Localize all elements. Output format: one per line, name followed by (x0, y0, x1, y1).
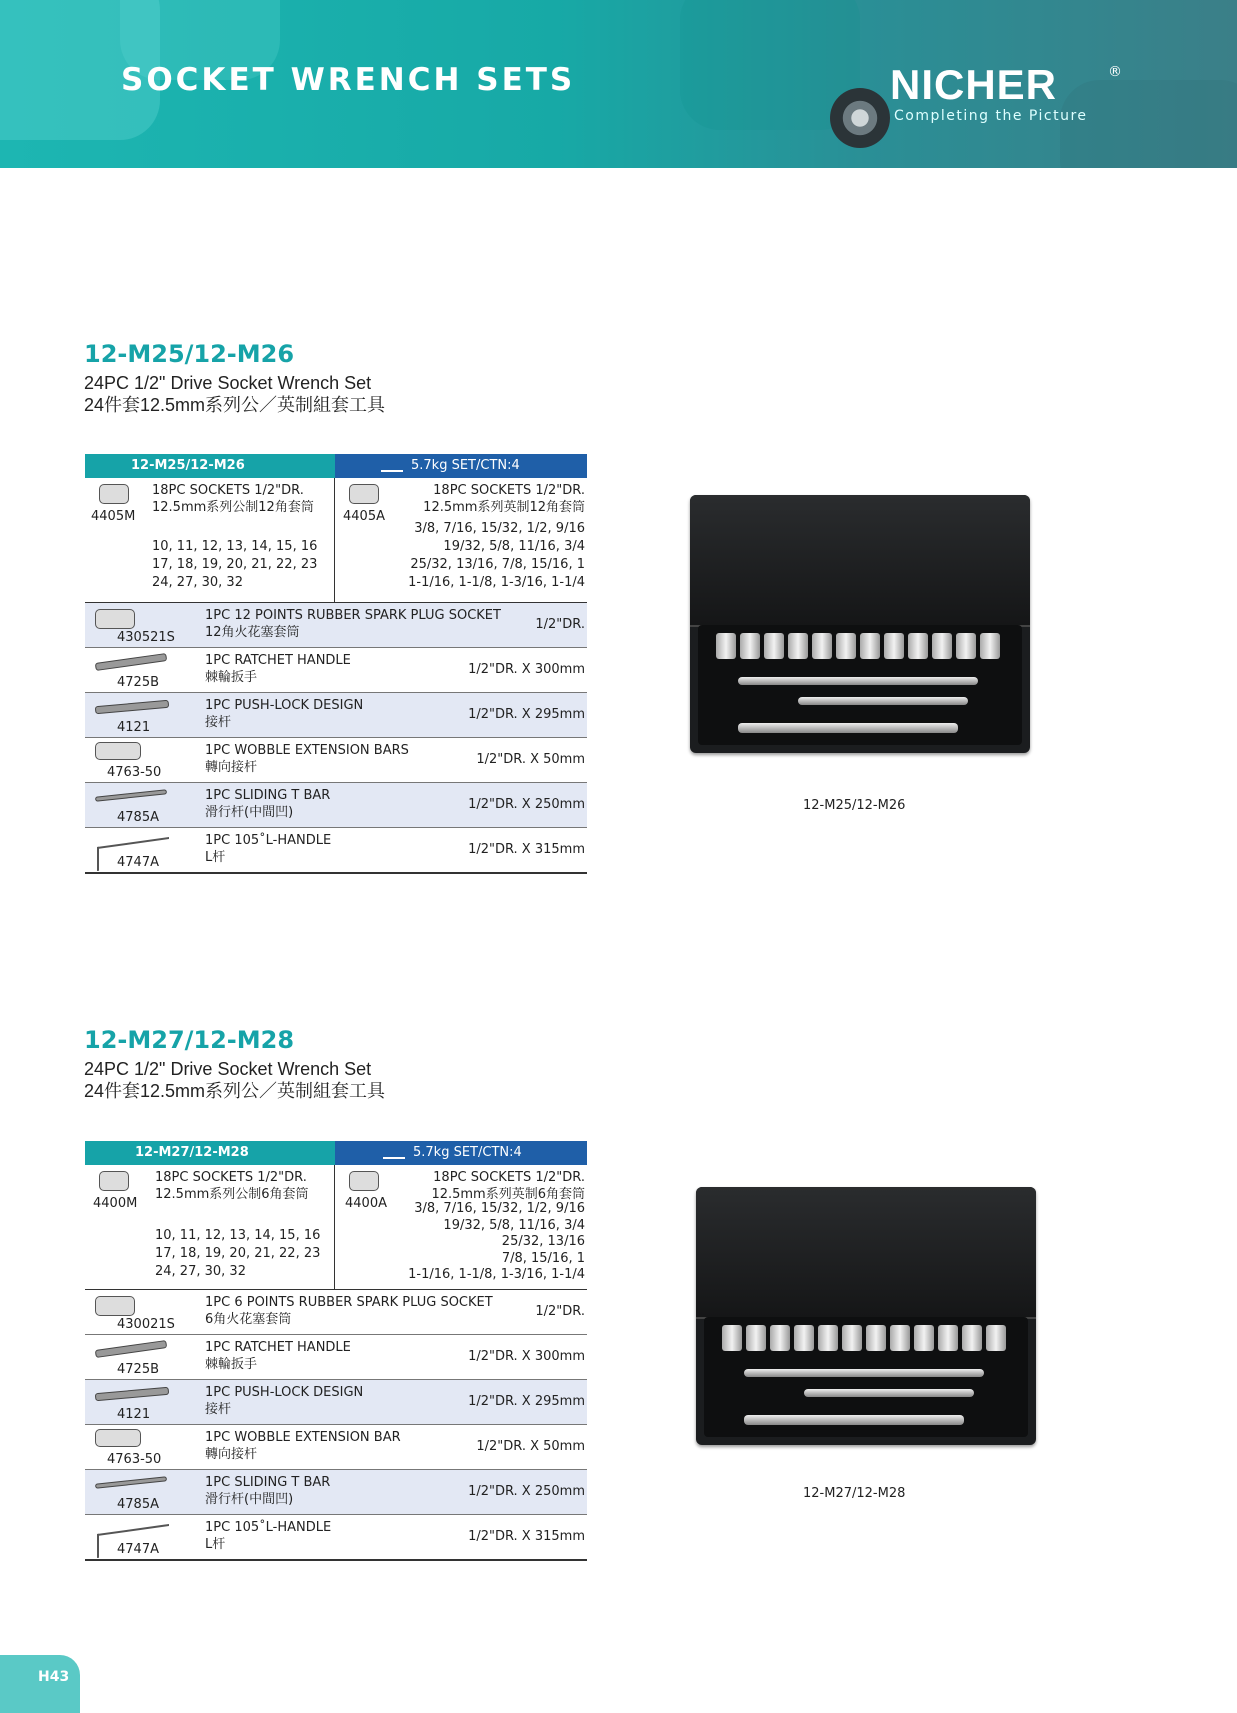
ratchet-handle-icon (95, 1340, 167, 1358)
item-desc (205, 742, 409, 776)
table-row (85, 783, 587, 828)
table-row (85, 1335, 587, 1380)
socket-icon (99, 484, 129, 504)
ratchet-graphic (738, 723, 958, 733)
socket-graphic (932, 633, 952, 659)
item-spec: 1/2"DR. (535, 617, 585, 632)
spec-table (85, 1141, 587, 1561)
socket-icon (349, 1171, 379, 1191)
item-code: 430521S (117, 630, 175, 645)
t-bar-icon (95, 1476, 167, 1488)
socket-graphic (860, 633, 880, 659)
item-spec: 1/2"DR. (535, 1304, 585, 1319)
item-code: 4785A (117, 1497, 159, 1512)
item-desc-zh: 棘輪扳手 (205, 670, 258, 685)
item-spec: 1/2"DR. X 250mm (468, 1484, 585, 1499)
table-row (85, 1425, 587, 1470)
scale-icon (381, 460, 403, 472)
item-spec: 1/2"DR. X 300mm (468, 662, 585, 677)
item-code: 4405M (91, 509, 136, 524)
socket-graphic (890, 1325, 910, 1351)
item-desc (205, 652, 351, 686)
item-desc (205, 1474, 330, 1508)
item-desc-zh: 滑行杆(中間凹) (205, 1492, 294, 1507)
metric-sockets (85, 1165, 335, 1289)
table-row (85, 738, 587, 783)
item-sizes: 3/8, 7/16, 15/32, 1/2, 9/16 19/32, 5/8, 11/16, 3/4 25/32, 13/16, 7/8, 15/16, 1 1-1/16, 1-1/8, 1-3/16, 1-1/4 (408, 521, 585, 590)
scale-icon (383, 1147, 405, 1159)
page-number: H43 (38, 1669, 70, 1685)
socket-row (85, 478, 587, 603)
item-spec: 1/2"DR. X 300mm (468, 1349, 585, 1364)
socket-graphic (740, 633, 760, 659)
case-lid (696, 1187, 1036, 1319)
item-desc-en: 1PC RATCHET HANDLE (205, 653, 351, 668)
wheel-image (830, 88, 890, 148)
product-case-image (690, 495, 1030, 753)
section-subtitle-en: 24PC 1/2" Drive Socket Wrench Set (84, 1059, 372, 1079)
brand-name: NICHER (890, 61, 1058, 108)
item-desc (205, 607, 501, 641)
table-row (85, 648, 587, 693)
item-code: 430021S (117, 1317, 175, 1332)
extension-graphic (738, 677, 978, 685)
item-code: 4400A (345, 1196, 387, 1211)
item-desc-en: 1PC 12 POINTS RUBBER SPARK PLUG SOCKET (205, 608, 501, 623)
table-row (85, 603, 587, 648)
socket-graphic (722, 1325, 742, 1351)
item-desc-zh: L杆 (205, 850, 226, 865)
item-desc-en: 1PC 105˚L-HANDLE (205, 833, 332, 848)
section-code: 12-M27/12-M28 (84, 1026, 295, 1054)
table-header-weight (335, 1141, 587, 1165)
item-desc (205, 1429, 401, 1463)
table-row (85, 828, 587, 874)
section-subtitle-en: 24PC 1/2" Drive Socket Wrench Set (84, 373, 372, 393)
item-spec: 1/2"DR. X 315mm (468, 842, 585, 857)
item-code: 4785A (117, 810, 159, 825)
item-desc-en: 1PC PUSH-LOCK DESIGN (205, 1385, 364, 1400)
socket-graphic (938, 1325, 958, 1351)
item-desc (205, 1339, 351, 1373)
item-desc-en: 1PC SLIDING T BAR (205, 1475, 331, 1490)
socket-graphic (908, 633, 928, 659)
item-desc-zh: 轉向接杆 (205, 1447, 258, 1462)
item-code: 4747A (117, 855, 159, 870)
item-spec: 1/2"DR. X 50mm (476, 1439, 585, 1454)
case-tray (704, 1317, 1028, 1437)
socket-graphic (836, 633, 856, 659)
table-row (85, 693, 587, 738)
product-case-image (696, 1187, 1036, 1445)
ratchet-handle-icon (95, 653, 167, 671)
item-desc-en: 18PC SOCKETS 1/2"DR. (433, 1170, 585, 1185)
item-desc-zh: 12.5mm系列英制6角套筒 (431, 1187, 585, 1202)
page-number-badge (0, 1655, 80, 1713)
socket-graphic (812, 633, 832, 659)
item-spec: 1/2"DR. X 295mm (468, 707, 585, 722)
socket-graphic (866, 1325, 886, 1351)
socket-graphic (770, 1325, 790, 1351)
item-desc-zh: 接杆 (205, 715, 232, 730)
item-code: 4121 (117, 1407, 151, 1422)
header-banner (0, 0, 1237, 168)
registered-mark: ® (1108, 64, 1122, 80)
table-header-model: 12-M25/12-M26 (85, 454, 335, 478)
item-code: 4121 (117, 720, 151, 735)
brand-tagline: Completing the Picture (894, 108, 1088, 124)
socket-icon (349, 484, 379, 504)
extension-graphic (798, 697, 968, 705)
socket-graphic (842, 1325, 862, 1351)
item-desc-en: 18PC SOCKETS 1/2"DR. (155, 1170, 307, 1185)
extension-graphic (804, 1389, 974, 1397)
item-desc-zh: 接杆 (205, 1402, 232, 1417)
extension-bar-icon (95, 700, 169, 714)
item-code: 4400M (93, 1196, 138, 1211)
socket-graphic (794, 1325, 814, 1351)
item-desc-en: 1PC WOBBLE EXTENSION BARS (205, 743, 409, 758)
socket-graphic (884, 633, 904, 659)
extension-bar-icon (95, 1387, 169, 1401)
item-desc-en: 18PC SOCKETS 1/2"DR. (152, 483, 304, 498)
socket-icon (99, 1171, 129, 1191)
socket-graphic (980, 633, 1000, 659)
table-header-weight (335, 454, 587, 478)
item-spec: 1/2"DR. X 295mm (468, 1394, 585, 1409)
table-row (85, 1290, 587, 1335)
item-sizes: 10, 11, 12, 13, 14, 15, 16 17, 18, 19, 20, 21, 22, 23 24, 27, 30, 32 (155, 1228, 321, 1279)
item-desc-en: 18PC SOCKETS 1/2"DR. (433, 483, 585, 498)
item-spec: 1/2"DR. X 315mm (468, 1529, 585, 1544)
item-desc (205, 1519, 331, 1553)
item-desc (205, 697, 363, 731)
item-code: 4725B (117, 675, 160, 690)
wobble-extension-icon (95, 1429, 141, 1447)
weight-text: 5.7kg SET/CTN:4 (411, 458, 520, 473)
section-subtitle-zh: 24件套12.5mm系列公／英制組套工具 (84, 395, 386, 415)
socket-graphic (914, 1325, 934, 1351)
item-desc (205, 1384, 363, 1418)
item-code: 4747A (117, 1542, 159, 1557)
table-row (85, 1470, 587, 1515)
item-desc-zh: 12.5mm系列公制12角套筒 (152, 500, 314, 515)
case-lid (690, 495, 1030, 627)
item-desc-en: 1PC RATCHET HANDLE (205, 1340, 351, 1355)
table-row (85, 1515, 587, 1561)
item-desc-zh: 滑行杆(中間凹) (205, 805, 294, 820)
item-code: 4725B (117, 1362, 160, 1377)
item-desc-zh: 轉向接杆 (205, 760, 258, 775)
item-desc-zh: 12.5mm系列公制6角套筒 (155, 1187, 309, 1202)
item-code: 4763-50 (107, 1452, 162, 1467)
item-spec: 1/2"DR. X 250mm (468, 797, 585, 812)
item-sizes: 3/8, 7/16, 15/32, 1/2, 9/16 19/32, 5/8, 11/16, 3/4 25/32, 13/16 7/8, 15/16, 1 1-1/16, 1-1/8, 1-3/16, 1-1/4 (408, 1201, 585, 1282)
sae-sockets (335, 478, 587, 602)
item-desc (205, 787, 330, 821)
sae-sockets (335, 1165, 587, 1289)
item-desc-zh: L杆 (205, 1537, 226, 1552)
table-row (85, 1380, 587, 1425)
section-subtitle-zh: 24件套12.5mm系列公／英制組套工具 (84, 1081, 386, 1101)
item-desc-en: 1PC 6 POINTS RUBBER SPARK PLUG SOCKET (205, 1295, 493, 1310)
item-desc-en: 1PC PUSH-LOCK DESIGN (205, 698, 364, 713)
image-caption: 12-M25/12-M26 (803, 798, 906, 813)
socket-graphic (986, 1325, 1006, 1351)
spark-plug-socket-icon (95, 1296, 135, 1316)
spark-plug-socket-icon (95, 609, 135, 629)
item-desc-zh: 棘輪扳手 (205, 1357, 258, 1372)
section-code: 12-M25/12-M26 (84, 340, 295, 368)
socket-graphic (746, 1325, 766, 1351)
t-bar-icon (95, 789, 167, 801)
item-desc-en: 1PC SLIDING T BAR (205, 788, 331, 803)
brand-logo (890, 61, 1122, 124)
item-spec: 1/2"DR. X 50mm (476, 752, 585, 767)
socket-graphic (962, 1325, 982, 1351)
ratchet-graphic (744, 1415, 964, 1425)
metric-sockets (85, 478, 335, 602)
item-desc-zh: 6角火花塞套筒 (205, 1312, 292, 1327)
item-code: 4405A (343, 509, 385, 524)
image-caption: 12-M27/12-M28 (803, 1486, 906, 1501)
socket-graphic (764, 633, 784, 659)
extension-graphic (744, 1369, 984, 1377)
wobble-extension-icon (95, 742, 141, 760)
table-header-model: 12-M27/12-M28 (85, 1141, 335, 1165)
item-desc-zh: 12角火花塞套筒 (205, 625, 300, 640)
item-sizes: 10, 11, 12, 13, 14, 15, 16 17, 18, 19, 20, 21, 22, 23 24, 27, 30, 32 (152, 539, 318, 590)
weight-text: 5.7kg SET/CTN:4 (413, 1145, 522, 1160)
socket-graphic (956, 633, 976, 659)
socket-row (85, 1165, 587, 1290)
case-tray (698, 625, 1022, 745)
table-header (85, 1141, 587, 1165)
item-desc (205, 1294, 493, 1328)
socket-graphic (788, 633, 808, 659)
item-code: 4763-50 (107, 765, 162, 780)
table-header (85, 454, 587, 478)
socket-graphic (716, 633, 736, 659)
item-desc (205, 832, 331, 866)
spec-table (85, 454, 587, 874)
item-desc-zh: 12.5mm系列英制12角套筒 (423, 500, 585, 515)
page-title: SOCKET WRENCH SETS (121, 62, 576, 98)
item-desc-en: 1PC 105˚L-HANDLE (205, 1520, 332, 1535)
item-desc-en: 1PC WOBBLE EXTENSION BAR (205, 1430, 401, 1445)
socket-graphic (818, 1325, 838, 1351)
